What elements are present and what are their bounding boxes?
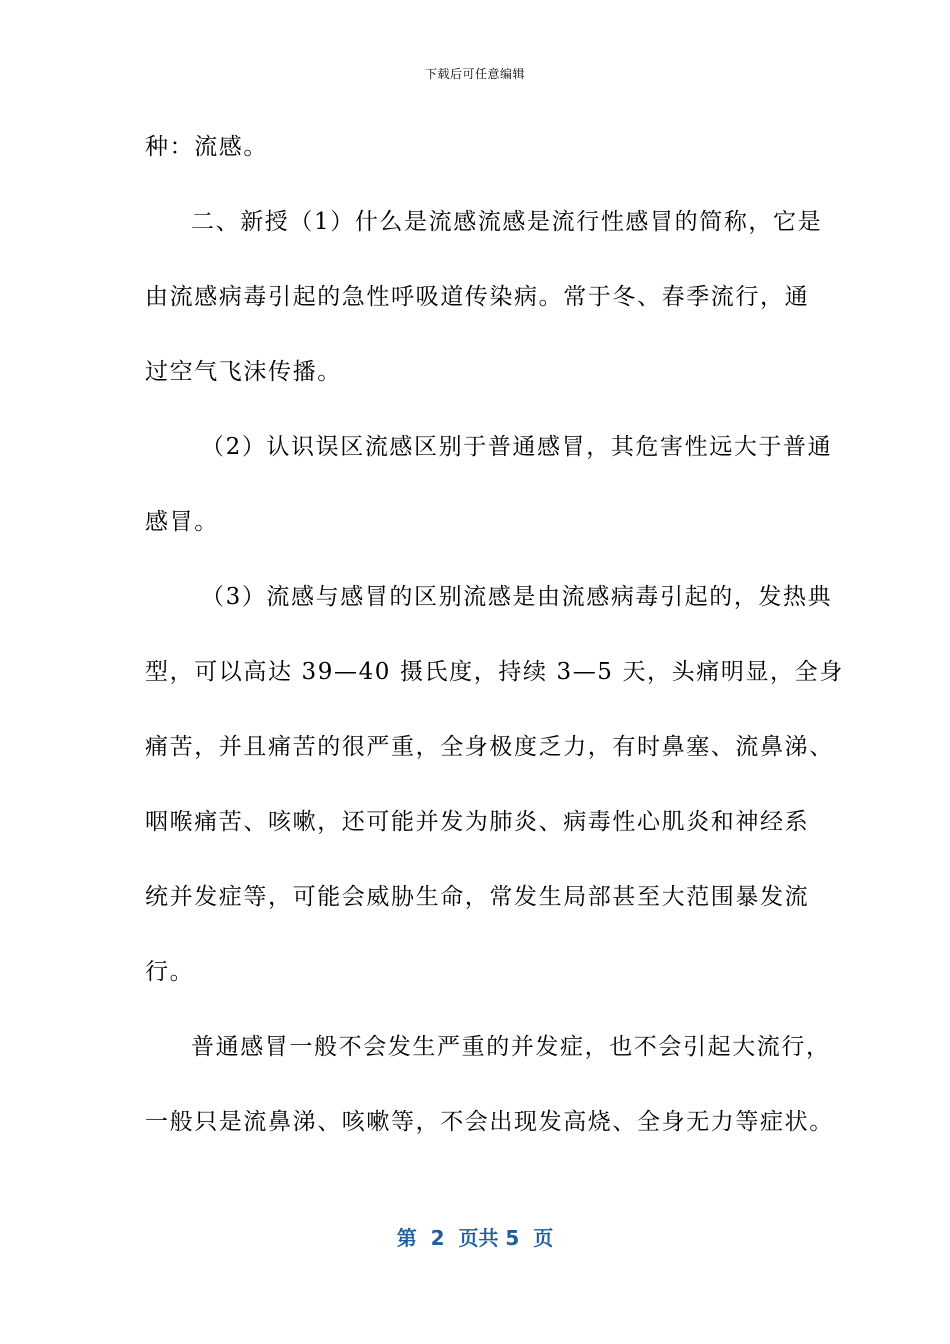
text-line: （2）认识误区流感区别于普通感冒，其危害性远大于普通 <box>201 434 833 460</box>
text-line: 普通感冒一般不会发生严重的并发症，也不会引起大流行， <box>191 1034 831 1060</box>
text-line: 由流感病毒引起的急性呼吸道传染病。常于冬、春季流行，通 <box>145 284 810 310</box>
text-line: 型，可以高达 39—40 摄氏度，持续 3—5 天，头痛明显，全身 <box>145 659 844 685</box>
text-line: 感冒。 <box>145 509 219 535</box>
text-line: 痛苦，并且痛苦的很严重，全身极度乏力，有时鼻塞、流鼻涕、 <box>145 734 834 760</box>
text-line: 二、新授（1）什么是流感流感是流行性感冒的简称，它是 <box>191 209 823 235</box>
text-line: （3）流感与感冒的区别流感是由流感病毒引起的，发热典 <box>201 584 833 610</box>
text-line: 种：流感。 <box>145 134 268 160</box>
page-header: 下载后可任意编辑 <box>424 67 525 81</box>
page-number-footer: 第 2 页共 5 页 <box>396 1226 554 1250</box>
text-line: 咽喉痛苦、咳嗽，还可能并发为肺炎、病毒性心肌炎和神经系 <box>145 809 810 835</box>
text-line: 过空气飞沫传播。 <box>145 359 342 385</box>
text-line: 统并发症等，可能会威胁生命，常发生局部甚至大范围暴发流 <box>145 884 810 910</box>
document-body <box>145 122 844 1172</box>
text-line: 一般只是流鼻涕、咳嗽等，不会出现发高烧、全身无力等症状。 <box>145 1109 834 1135</box>
text-line: 行。 <box>145 959 195 985</box>
